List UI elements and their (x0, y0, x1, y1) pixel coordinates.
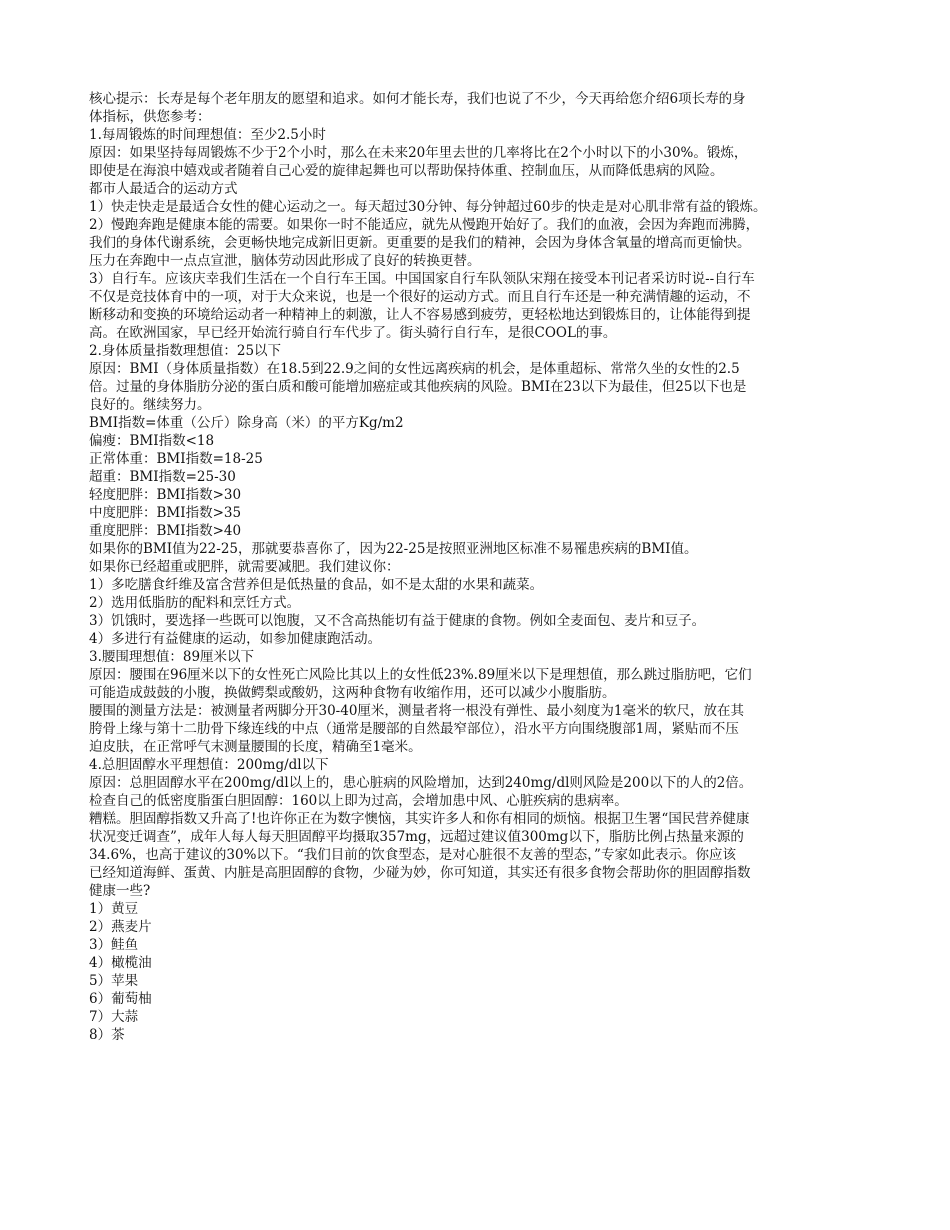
text-line: 3）饥饿时，要选择一些既可以饱腹，又不含高热能切有益于健康的食物。例如全麦面包、麦片和豆子。 (89, 613, 706, 629)
text-line: 2）选用低脂肪的配料和烹饪方式。 (89, 595, 301, 611)
text-line: 可能造成鼓鼓的小腹，换做鳄梨或酸奶，这两种食物有收缩作用，还可以减少小腹脂肪。 (89, 685, 616, 701)
text-line: 我们的身体代谢系统，会更畅快地完成新旧更新。更重要的是我们的精神，会因为身体含氧量的增高而更愉快。 (89, 235, 751, 251)
text-line: 重度肥胖：BMI指数>40 (89, 523, 242, 539)
text-line: 6）葡萄柚 (89, 991, 152, 1007)
text-line: 超重：BMI指数=25-30 (89, 469, 236, 485)
text-line: 良好的。继续努力。 (89, 397, 211, 413)
text-line: 压力在奔跑中一点点宣泄，脑体劳动因此形成了良好的转换更替。 (89, 253, 481, 269)
text-line: 原因：腰围在96厘米以下的女性死亡风险比其以上的女性低23%.89厘米以下是理想值，那么跳过脂肪吧，它们 (89, 667, 752, 683)
text-line: 即使是在海浪中嬉戏或者随着自己心爱的旋律起舞也可以帮助保持体重、控制血压，从而降低患病的风险。 (89, 163, 724, 179)
text-line: 胯骨上缘与第十二肋骨下缘连线的中点（通常是腰部的自然最窄部位），沿水平方向围绕腹部1周，紧贴而不压 (89, 721, 739, 737)
text-line: 断移动和变换的环境给运动者一种精神上的刺激，让人不容易感到疲劳，更轻松地达到锻炼目的，让体能得到提 (89, 307, 751, 323)
text-line: 偏瘦：BMI指数<18 (89, 433, 215, 449)
text-line: 腰围的测量方法是：被测量者两脚分开30-40厘米，测量者将一根没有弹性、最小刻度为1毫米的软尺，放在其 (89, 703, 745, 719)
text-line: 轻度肥胖：BMI指数>30 (89, 487, 242, 503)
text-line: 高。在欧洲国家，早已经开始流行骑自行车代步了。街头骑行自行车，是很COOL的事。 (89, 325, 617, 341)
text-line: 核心提示：长寿是每个老年朋友的愿望和追求。如何才能长寿，我们也说了不少，今天再给您介绍6项长寿的身 (89, 91, 746, 107)
text-line: 检查自己的低密度脂蛋白胆固醇：160以上即为过高，会增加患中风、心脏疾病的患病率。 (89, 793, 628, 809)
text-line: 健康一些? (89, 883, 151, 899)
text-line: 3.腰围理想值：89厘米以下 (89, 649, 255, 665)
text-line: 5）苹果 (89, 973, 139, 989)
text-line: 4）橄榄油 (89, 955, 152, 971)
text-line: 体指标，供您参考： (89, 109, 211, 125)
text-line: 如果你的BMI值为22-25，那就要恭喜你了，因为22-25是按照亚洲地区标准不易罹患疾病的BMI值。 (89, 541, 698, 557)
text-line: 都市人最适合的运动方式 (89, 181, 238, 197)
text-line: 原因：BMI（身体质量指数）在18.5到22.9之间的女性远离疾病的机会，是体重超标、常常久坐的女性的2.5 (89, 361, 740, 377)
text-line: 正常体重：BMI指数=18-25 (89, 451, 263, 467)
text-line: 4.总胆固醇水平理想值：200mg/dl以下 (89, 757, 329, 773)
text-line: 原因：如果坚持每周锻炼不少于2个小时，那么在未来20年里去世的几率将比在2个小时以下的小30%。锻炼， (89, 145, 748, 161)
text-line: 1）黄豆 (89, 901, 139, 917)
text-line: 状况变迁调查”，成年人每人每天胆固醇平均摄取357mg，远超过建议值300mg以下，脂肪比例占热量来源的 (89, 829, 744, 845)
text-line: 1）多吃膳食纤维及富含营养但是低热量的食品，如不是太甜的水果和蔬菜。 (89, 577, 544, 593)
text-line: 1）快走快走是最适合女性的健心运动之一。每天超过30分钟、每分钟超过60步的快走是对心肌非常有益的锻炼。 (89, 199, 767, 215)
text-line: 不仅是竞技体育中的一项，对于大众来说，也是一个很好的运动方式。而且自行车还是一种充满情趣的运动，不 (89, 289, 751, 305)
text-line: 2）慢跑奔跑是健康本能的需要。如果你一时不能适应，就先从慢跑开始好了。我们的血液，会因为奔跑而沸腾， (89, 217, 760, 233)
document-body (89, 90, 879, 1044)
text-line: 如果你已经超重或肥胖，就需要减肥。我们建议你： (89, 559, 400, 575)
text-line: 原因：总胆固醇水平在200mg/dl以上的，患心脏病的风险增加，达到240mg/dl则风险是200以下的人的2倍。 (89, 775, 753, 791)
text-line: 7）大蒜 (89, 1009, 139, 1025)
text-line: 已经知道海鲜、蛋黄、内脏是高胆固醇的食物，少碰为妙，你可知道，其实还有很多食物会帮助你的胆固醇指数 (89, 865, 751, 881)
text-line: 迫皮肤，在正常呼气末测量腰围的长度，精确至1毫米。 (89, 739, 422, 755)
text-line: 倍。过量的身体脂肪分泌的蛋白质和酸可能增加癌症或其他疾病的风险。BMI在23以下为最佳，但25以下也是 (89, 379, 747, 395)
text-line: 3）鲑鱼 (89, 937, 139, 953)
text-line: 1.每周锻炼的时间理想值：至少2.5小时 (89, 127, 326, 143)
text-line: 8）茶 (89, 1027, 125, 1043)
text-line: 3）自行车。应该庆幸我们生活在一个自行车王国。中国国家自行车队领队宋翔在接受本刊记者采访时说--自行车 (89, 271, 755, 287)
text-line: 中度肥胖：BMI指数>35 (89, 505, 242, 521)
text-line: 2.身体质量指数理想值：25以下 (89, 343, 282, 359)
text-line: 2）燕麦片 (89, 919, 152, 935)
text-line: 4）多进行有益健康的运动，如参加健康跑活动。 (89, 631, 382, 647)
text-line: BMI指数=体重（公斤）除身高（米）的平方Kg/m2 (89, 415, 404, 431)
text-line: 糟糕。胆固醇指数又升高了!也许你正在为数字懊恼，其实许多人和你有相同的烦恼。根据卫生署“国民营养健康 (89, 811, 750, 827)
text-line: 34.6%，也高于建议的30%以下。“我们目前的饮食型态，是对心脏很不友善的型态，”专家如此表示。你应该 (89, 847, 736, 863)
